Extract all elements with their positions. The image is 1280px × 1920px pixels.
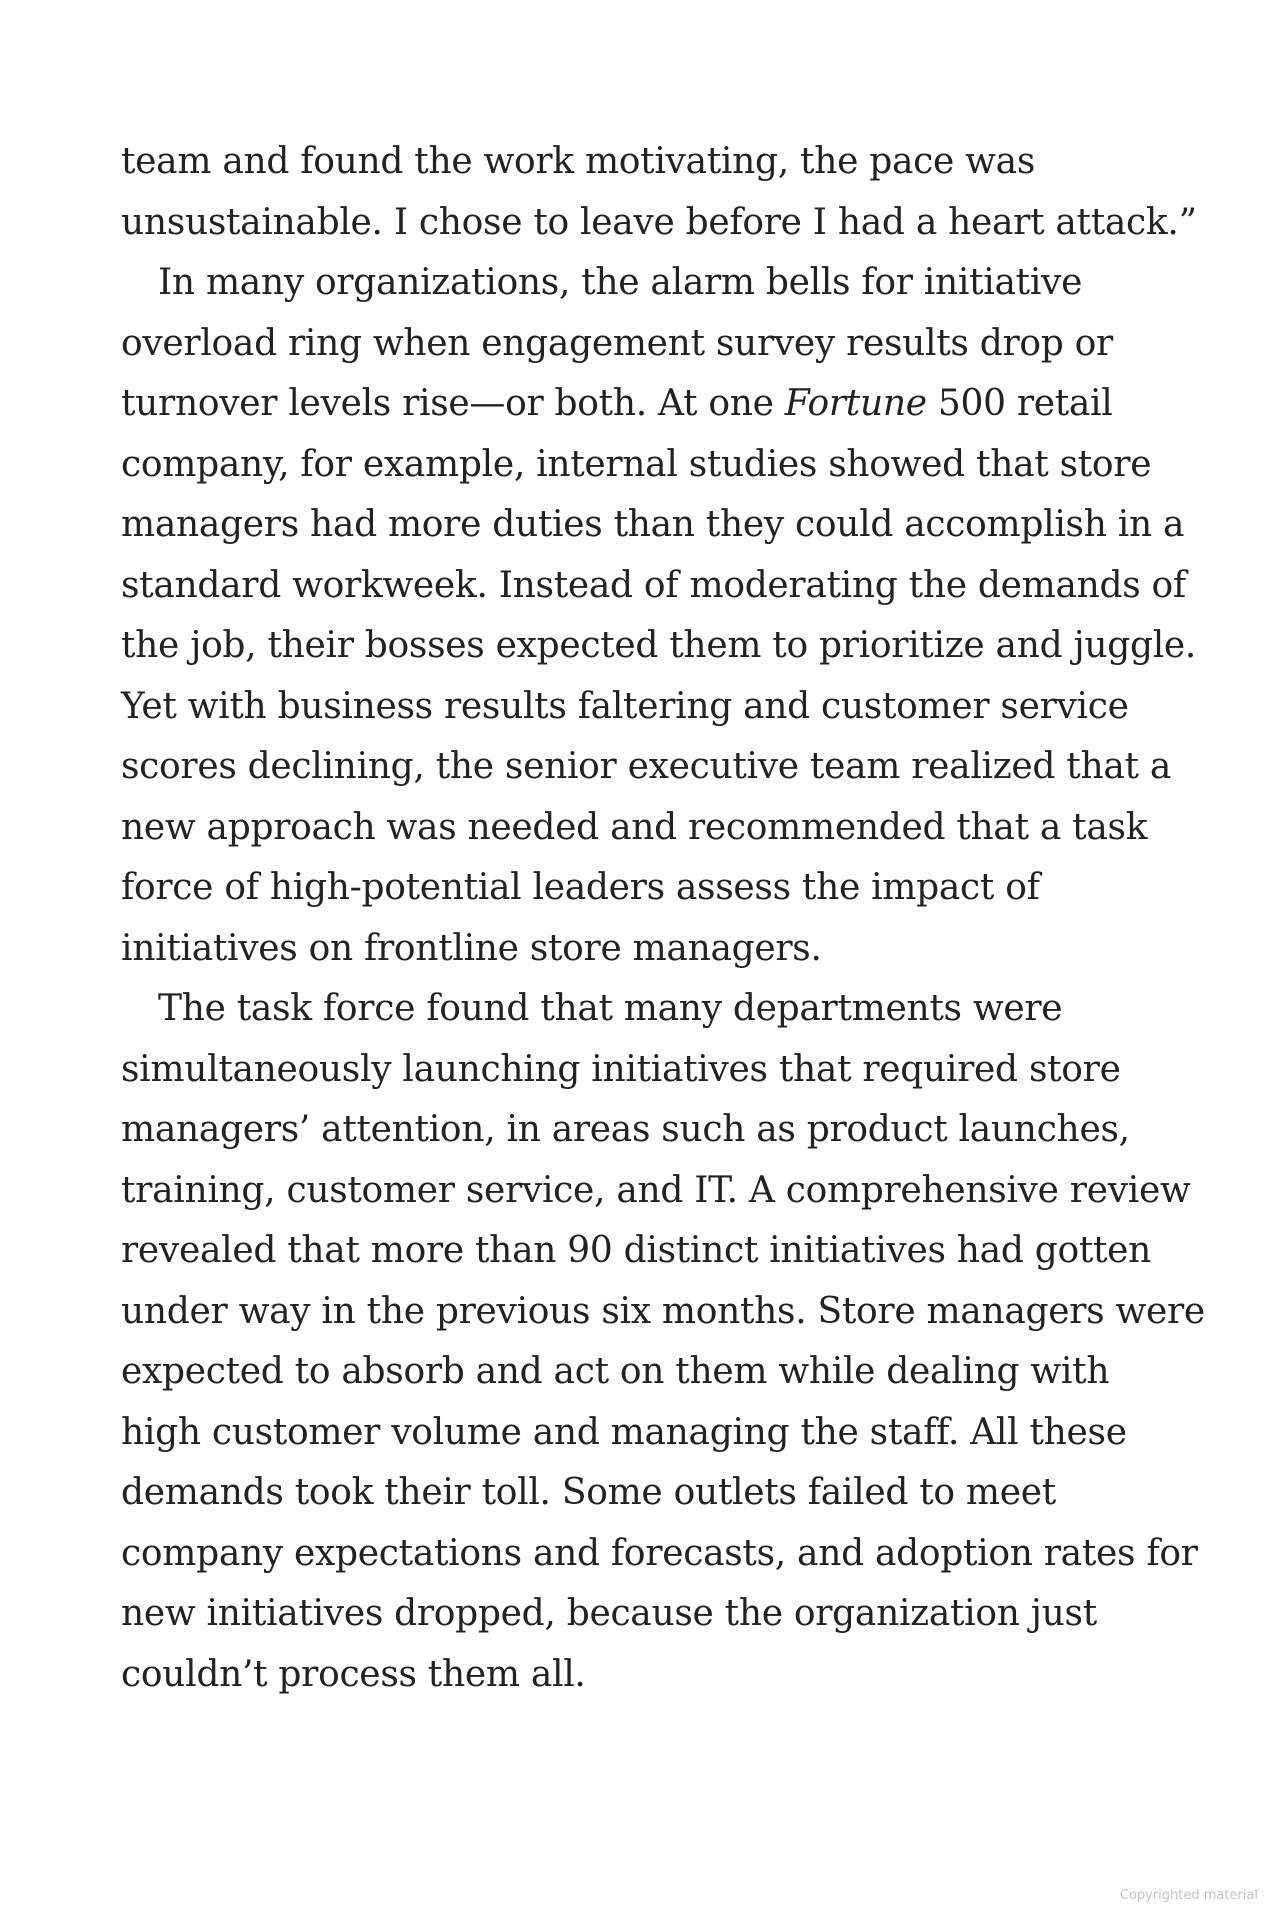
paragraph-1 bbox=[121, 132, 1197, 253]
paragraph-2 bbox=[121, 253, 1197, 979]
text-line: simultaneously launching initiatives that required store bbox=[121, 1048, 1121, 1090]
text-line: the job, their bosses expected them to prioritize and juggle. bbox=[121, 625, 1197, 666]
italic-title: Fortune bbox=[784, 383, 927, 424]
text-line: new approach was needed and recommended that a task bbox=[121, 806, 1148, 848]
text-line: demands took their toll. Some outlets failed to meet bbox=[121, 1472, 1056, 1513]
text-line: under way in the previous six months. Store managers were bbox=[121, 1290, 1205, 1332]
paragraph-3 bbox=[121, 979, 1205, 1705]
text-line: training, customer service, and IT. A comprehensive review bbox=[121, 1169, 1191, 1211]
text-line: expected to absorb and act on them while dealing with bbox=[121, 1351, 1110, 1392]
text-line: new initiatives dropped, because the organization just bbox=[121, 1593, 1097, 1634]
text-line: In many organizations, the alarm bells for initiative bbox=[158, 262, 1083, 303]
text-line: couldn’t process them all. bbox=[121, 1653, 586, 1695]
text-segment: turnover levels rise—or both. At one bbox=[121, 383, 785, 424]
text-line-with-italic bbox=[121, 374, 1181, 435]
text-line: high customer volume and managing the staff. All these bbox=[121, 1411, 1127, 1453]
text-line: The task force found that many departments were bbox=[158, 988, 1063, 1029]
text-line: managers had more duties than they could accomplish in a bbox=[121, 504, 1185, 545]
text-line: company expectations and forecasts, and adoption rates for bbox=[121, 1532, 1198, 1574]
text-line: managers’ attention, in areas such as product launches, bbox=[121, 1109, 1130, 1150]
text-line: scores declining, the senior executive team realized that a bbox=[121, 746, 1171, 787]
text-segment: 500 retail bbox=[926, 383, 1113, 424]
text-line: revealed that more than 90 distinct initiatives had gotten bbox=[121, 1230, 1152, 1271]
text-line: force of high-potential leaders assess the impact of bbox=[121, 867, 1040, 908]
text-line: company, for example, internal studies showed that store bbox=[121, 443, 1152, 485]
text-line: team and found the work motivating, the pace was bbox=[121, 141, 1036, 182]
text-line: initiatives on frontline store managers. bbox=[121, 927, 822, 969]
body-text bbox=[121, 132, 1205, 1705]
text-line: overload ring when engagement survey results drop or bbox=[121, 322, 1113, 364]
copyright-watermark: Copyrighted material bbox=[1119, 1888, 1258, 1903]
text-line: Yet with business results faltering and customer service bbox=[121, 685, 1129, 727]
text-line: unsustainable. I chose to leave before I had a heart attack.” bbox=[121, 201, 1197, 243]
text-line: standard workweek. Instead of moderating the demands of bbox=[121, 564, 1186, 606]
